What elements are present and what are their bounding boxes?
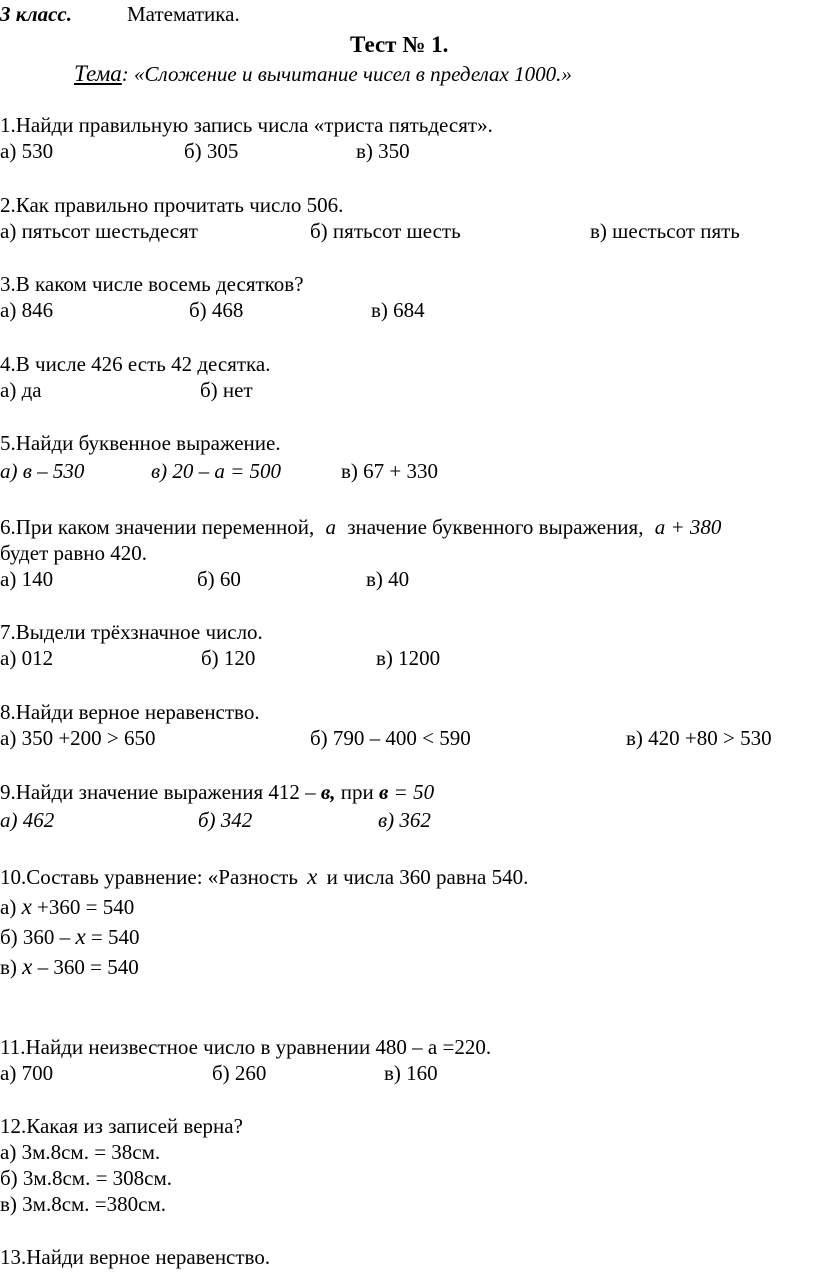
- q10-option-c: [0, 955, 139, 978]
- q4-option-b: б) нет: [200, 378, 253, 402]
- q9-option-c: в) 362: [378, 808, 431, 832]
- q8-option-b: б) 790 – 400 < 590: [310, 726, 471, 750]
- q6-variable: а: [325, 515, 336, 539]
- q10-option-c-pre: в): [0, 955, 17, 979]
- question-4-text: 4.В числе 426 есть 42 десятка.: [0, 352, 271, 376]
- q4-option-a: а) да: [0, 378, 42, 402]
- q12-option-b: б) 3м.8см. = 308см.: [0, 1166, 173, 1190]
- topic-line: [74, 62, 572, 85]
- q12-option-a: а) 3м.8см. = 38см.: [0, 1140, 161, 1164]
- question-13-text: 13.Найди верное неравенство.: [0, 1245, 271, 1269]
- q10-option-b-pre: б) 360 –: [0, 925, 71, 949]
- question-12-text: 12.Какая из записей верна?: [0, 1114, 243, 1138]
- q5-option-b: в) 20 – а = 500: [151, 459, 282, 483]
- q3-option-c: в) 684: [371, 298, 425, 322]
- q5-option-c: в) 67 + 330: [341, 459, 439, 483]
- q2-option-b: б) пятьсот шесть: [310, 219, 461, 243]
- q10-text-b: и числа 360 равна 540.: [326, 865, 529, 889]
- q1-option-b: б) 305: [184, 139, 239, 163]
- q9-text-c: = 50: [393, 780, 435, 804]
- q8-option-c: в) 420 +80 > 530: [626, 726, 772, 750]
- q11-option-b: б) 260: [212, 1061, 267, 1085]
- question-9-text: [0, 782, 434, 803]
- q9-text-a: 9.Найди значение выражения 412 –: [0, 780, 316, 804]
- question-1-text: 1.Найди правильную запись числа «триста пятьдесят».: [0, 113, 493, 137]
- q2-option-a: а) пятьсот шестьдесят: [0, 219, 198, 243]
- q11-option-a: а) 700: [0, 1061, 54, 1085]
- q9-text-b: при: [340, 780, 374, 804]
- q6-text-c: будет равно 420.: [0, 541, 147, 565]
- question-8-text: 8.Найди верное неравенство.: [0, 700, 260, 724]
- q10-option-b-var: х: [75, 924, 86, 949]
- q6-text-b: значение буквенного выражения,: [347, 515, 644, 539]
- q11-option-c: в) 160: [384, 1061, 438, 1085]
- q1-option-a: а) 530: [0, 139, 54, 163]
- topic-text: : «Сложение и вычитание чисел в пределах 1000.»: [121, 62, 572, 86]
- q10-text-a: 10.Составь уравнение: «Разность: [0, 865, 298, 889]
- test-title: Тест № 1.: [350, 32, 449, 57]
- question-3-text: 3.В каком числе восемь десятков?: [0, 272, 304, 296]
- q9-option-a: а) 462: [0, 808, 55, 832]
- question-5-text: 5.Найди буквенное выражение.: [0, 431, 281, 455]
- q6-expression: а + 380: [654, 515, 722, 539]
- question-7-text: 7.Выдели трёхзначное число.: [0, 620, 263, 644]
- q10-option-a: [0, 895, 134, 918]
- q9-variable-1: в,: [320, 780, 336, 804]
- q2-option-c: в) шестьсот пять: [590, 219, 740, 243]
- subject-label: Математика.: [127, 2, 240, 26]
- question-10-text: [0, 865, 528, 888]
- q10-option-a-post: +360 = 540: [37, 895, 135, 919]
- q10-option-a-pre: а): [0, 895, 17, 919]
- q9-variable-2: в: [379, 780, 389, 804]
- q10-option-c-var: х: [22, 954, 33, 979]
- q7-option-a: а) 012: [0, 646, 54, 670]
- q10-option-b: [0, 925, 140, 948]
- question-2-text: 2.Как правильно прочитать число 506.: [0, 193, 344, 217]
- q6-option-c: в) 40: [366, 567, 410, 591]
- q6-option-b: б) 60: [197, 567, 241, 591]
- q10-option-a-var: х: [21, 894, 32, 919]
- q10-option-b-post: = 540: [90, 925, 140, 949]
- q10-variable: х: [307, 864, 318, 889]
- q3-option-a: а) 846: [0, 298, 54, 322]
- q6-text-a: 6.При каком значении переменной,: [0, 515, 315, 539]
- q1-option-c: в) 350: [356, 139, 410, 163]
- q3-option-b: б) 468: [189, 298, 244, 322]
- q8-option-a: а) 350 +200 > 650: [0, 726, 156, 750]
- grade-label: 3 класс.: [0, 2, 72, 26]
- q10-option-c-post: – 360 = 540: [37, 955, 139, 979]
- q6-option-a: а) 140: [0, 567, 54, 591]
- question-6-text: [0, 517, 721, 538]
- topic-label: Тема: [74, 61, 122, 86]
- q9-option-b: б) 342: [198, 808, 253, 832]
- q7-option-c: в) 1200: [376, 646, 441, 670]
- q7-option-b: б) 120: [201, 646, 256, 670]
- q5-option-a: а) в – 530: [0, 459, 85, 483]
- question-11-text: 11.Найди неизвестное число в уравнении 480 – а =220.: [0, 1035, 492, 1059]
- q12-option-c: в) 3м.8см. =380см.: [0, 1192, 167, 1216]
